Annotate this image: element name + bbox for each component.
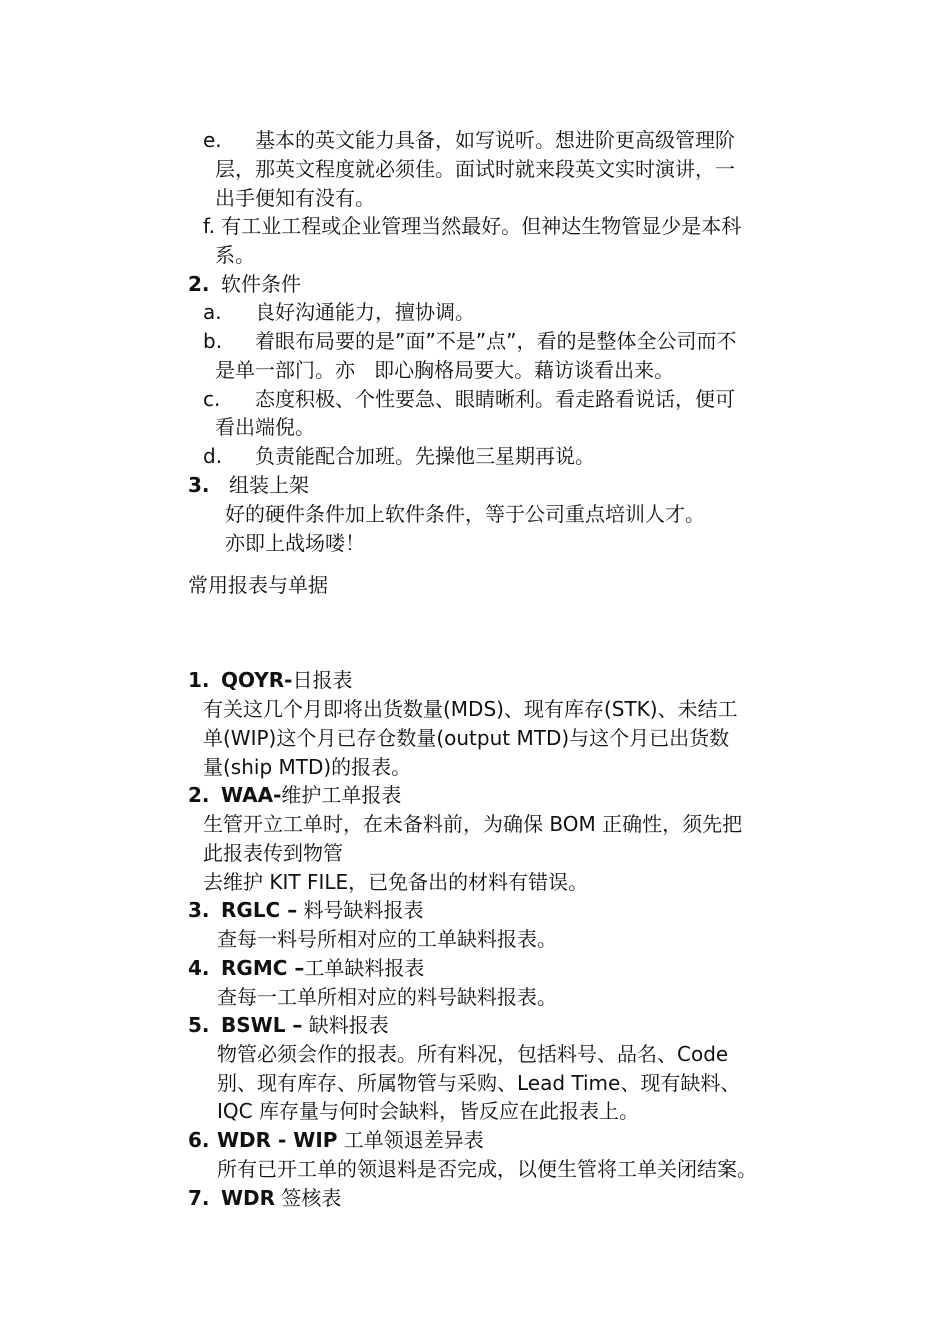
item-f-line: f. 有工业工程或企业管理当然最好。但神达生物管显少是本科 bbox=[203, 214, 742, 238]
section-3-title: 组装上架 bbox=[229, 473, 309, 497]
report-desc-line: 查每一料号所相对应的工单缺料报表。 bbox=[217, 927, 557, 951]
report-desc-line: 量(ship MTD)的报表。 bbox=[203, 755, 412, 779]
item-e-line: 层，那英文程度就必须佳。面试时就来段英文实时演讲，一 bbox=[215, 157, 735, 181]
item-b-marker: b. bbox=[203, 329, 223, 353]
report-desc-line: 生管开立工单时，在未备料前，为确保 BOM 正确性，须先把 bbox=[203, 812, 743, 836]
report-title: 日报表 bbox=[292, 668, 353, 692]
report-code: WDR bbox=[221, 1186, 276, 1210]
report-desc-line: 此报表传到物管 bbox=[203, 841, 343, 865]
report-title: 签核表 bbox=[275, 1186, 342, 1210]
report-code: WAA- bbox=[221, 783, 282, 807]
section-3-line: 好的硬件条件加上软件条件，等于公司重点培训人才。 bbox=[225, 502, 705, 526]
report-code: RGLC – bbox=[221, 898, 298, 922]
report-heading bbox=[221, 1184, 341, 1213]
item-c-marker: c. bbox=[203, 387, 221, 411]
report-heading bbox=[221, 781, 401, 810]
report-number: 3. bbox=[188, 898, 210, 922]
report-number: 4. bbox=[188, 956, 210, 980]
report-title: 缺料报表 bbox=[302, 1013, 389, 1037]
report-desc-line: 所有已开工单的领退料是否完成，以便生管将工单关闭结案。 bbox=[217, 1157, 757, 1181]
report-title: 工单领退差异表 bbox=[337, 1128, 484, 1152]
report-code: WDR - WIP bbox=[217, 1128, 338, 1152]
item-f-line: 系。 bbox=[215, 243, 255, 267]
item-a-text: 良好沟通能力，擅协调。 bbox=[255, 300, 475, 324]
section-3-line: 亦即上战场喽！ bbox=[225, 531, 365, 555]
report-desc-line: 单(WIP)这个月已存仓数量(output MTD)与这个月已出货数 bbox=[203, 726, 730, 750]
report-desc-line: 别、现有库存、所属物管与采购、Lead Time、现有缺料、 bbox=[217, 1071, 741, 1095]
report-number: 1. bbox=[188, 668, 210, 692]
item-d-text: 负责能配合加班。先操他三星期再说。 bbox=[255, 444, 595, 468]
item-c-line: 态度积极、个性要急、眼睛晰利。看走路看说话，便可 bbox=[255, 387, 735, 411]
report-number: 5. bbox=[188, 1013, 210, 1037]
item-b-line: 是单一部门。亦 即心胸格局要大。藉访谈看出来。 bbox=[215, 358, 675, 382]
report-desc-line: 去维护 KIT FILE，已免备出的材料有错误。 bbox=[203, 870, 589, 894]
report-desc-line: 物管必须会作的报表。所有料况，包括料号、品名、Code bbox=[217, 1042, 729, 1066]
item-c-line: 看出端倪。 bbox=[215, 415, 315, 439]
section-3-number: 3. bbox=[188, 473, 210, 497]
report-heading bbox=[221, 666, 352, 695]
item-e-line: 出手便知有没有。 bbox=[215, 186, 375, 210]
section-heading: 常用报表与单据 bbox=[188, 573, 328, 597]
item-b-line: 着眼布局要的是”面”不是”点”，看的是整体全公司而不 bbox=[255, 329, 737, 353]
report-title: 工单缺料报表 bbox=[304, 956, 425, 980]
item-e-marker: e. bbox=[203, 128, 222, 152]
report-title: 维护工单报表 bbox=[281, 783, 402, 807]
report-desc-line: IQC 库存量与何时会缺料，皆反应在此报表上。 bbox=[217, 1099, 639, 1123]
report-title: 料号缺料报表 bbox=[297, 898, 424, 922]
section-2-number: 2. bbox=[188, 272, 210, 296]
report-heading bbox=[221, 1011, 389, 1040]
report-desc-line: 有关这几个月即将出货数量(MDS)、现有库存(STK)、未结工 bbox=[203, 697, 738, 721]
report-number: 2. bbox=[188, 783, 210, 807]
report-number: 6. bbox=[188, 1128, 210, 1152]
report-code: BSWL – bbox=[221, 1013, 303, 1037]
item-a-marker: a. bbox=[203, 300, 222, 324]
item-d-marker: d. bbox=[203, 444, 223, 468]
report-heading bbox=[221, 896, 424, 925]
report-heading bbox=[217, 1126, 484, 1155]
report-code: QOYR- bbox=[221, 668, 293, 692]
section-2-title: 软件条件 bbox=[221, 272, 301, 296]
report-desc-line: 查每一工单所相对应的料号缺料报表。 bbox=[217, 985, 557, 1009]
report-heading bbox=[221, 954, 424, 983]
item-e-line: 基本的英文能力具备，如写说听。想进阶更高级管理阶 bbox=[255, 128, 735, 152]
report-number: 7. bbox=[188, 1186, 210, 1210]
report-code: RGMC – bbox=[221, 956, 305, 980]
